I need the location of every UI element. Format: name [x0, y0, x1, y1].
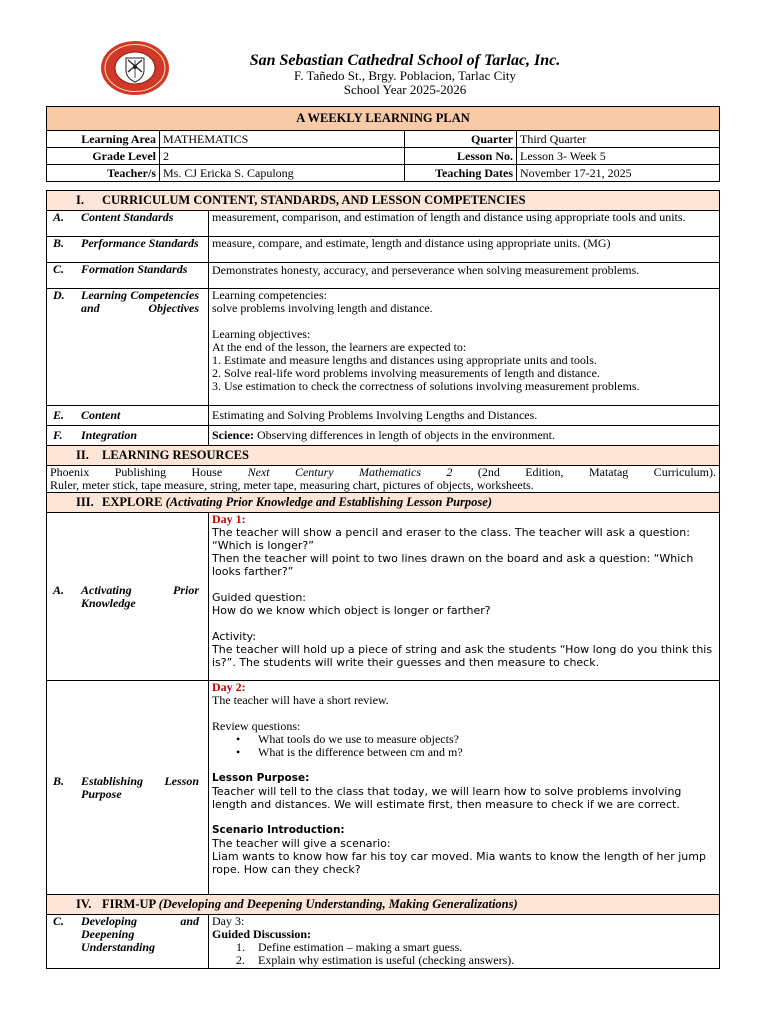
objectives-heading: Learning objectives: [212, 327, 311, 341]
review-questions-heading: Review questions: [212, 719, 301, 733]
row-label-text: Activating Prior Knowledge [81, 582, 199, 610]
content-standards-text: measurement, comparison, and estimation of length and distance using appropriate tools and units. [209, 211, 720, 237]
grade-level-label: Grade Level [47, 148, 160, 165]
row-letter: E. [53, 408, 65, 422]
scenario-heading: Scenario Introduction: [212, 824, 345, 836]
formation-standards-text: Demonstrates honesty, accuracy, and perseverance when solving measurement problems. [209, 263, 720, 289]
quarter-label: Quarter [405, 131, 517, 148]
row-letter: D. [53, 288, 65, 302]
activating-prior-knowledge-label [47, 513, 209, 681]
lesson-purpose-heading: Lesson Purpose: [212, 772, 310, 784]
activating-prior-knowledge-cell [209, 513, 720, 681]
row-letter: F. [53, 428, 63, 442]
establishing-lesson-purpose-label [47, 681, 209, 895]
section-3-number: III. [76, 495, 94, 509]
section-3-heading [47, 493, 720, 513]
row-label-text: Establishing Lesson Purpose [81, 773, 199, 801]
row-letter: C. [53, 914, 65, 928]
row-letter: A. [53, 210, 65, 224]
guided-discussion-list [212, 941, 716, 967]
review-intro: The teacher will have a short review. [212, 693, 389, 707]
section-1-title: CURRICULUM CONTENT, STANDARDS, AND LESSON COMPETENCIES [102, 193, 526, 207]
competencies-heading: Learning competencies: [212, 288, 327, 302]
teacher-value: Ms. CJ Ericka S. Capulong [160, 165, 405, 182]
quarter-value: Third Quarter [517, 131, 720, 148]
row-letter: B. [53, 773, 65, 788]
learning-resources-cell [47, 466, 720, 493]
guided-discussion-heading: Guided Discussion: [212, 927, 312, 941]
integration-text [209, 426, 720, 446]
row-label-text: Content [81, 408, 121, 422]
list-text: Explain why estimation is useful (checking answers). [258, 953, 515, 967]
guided-question-heading: Guided question: [212, 591, 307, 604]
performance-standards-text: measure, compare, and estimate, length and distance using appropriate units. (MG) [209, 237, 720, 263]
section-1-heading [47, 191, 720, 211]
learning-area-value: MATHEMATICS [160, 131, 405, 148]
row-label-text: Formation Standards [81, 262, 188, 276]
school-name: San Sebastian Cathedral School of Tarlac, Inc. [249, 52, 561, 69]
activity-text: The teacher will hold up a piece of string and ask the students “How long do you think this is?”. The students will write their guesses and then measure to check. [212, 643, 713, 669]
guided-question-text: How do we know which object is longer or farther? [212, 604, 491, 617]
objective-1: 1. Estimate and measure lengths and distances using appropriate units and tools. [212, 353, 597, 367]
learning-area-label: Learning Area [47, 131, 160, 148]
section-4-subtitle: (Developing and Deepening Understanding, Making Generalizations) [158, 897, 518, 911]
row-letter: A. [53, 582, 65, 597]
section-2-number: II. [76, 448, 89, 462]
objectives-intro: At the end of the lesson, the learners are expected to: [212, 340, 467, 354]
row-letter: C. [53, 262, 65, 276]
apk-paragraph-1: The teacher will show a pencil and eraser to the class. The teacher will ask a question: “Which is longer?” [212, 526, 690, 552]
formation-standards-label [47, 263, 209, 289]
integration-detail: Observing differences in length of objects in the environment. [253, 428, 556, 442]
activity-heading: Activity: [212, 630, 257, 643]
list-item: • What tools do we use to measure objects? [236, 733, 716, 746]
school-year: School Year 2025-2026 [343, 82, 467, 97]
competencies-objectives-cell [209, 289, 720, 406]
main-plan-table [46, 190, 720, 969]
section-3-subtitle: (Activating Prior Knowledge and Establishing Lesson Purpose) [165, 495, 492, 509]
info-table [46, 106, 720, 182]
teaching-dates-label: Teaching Dates [405, 165, 517, 182]
review-questions-list [212, 733, 716, 759]
list-number: 1. [236, 940, 245, 954]
teacher-label: Teacher/s [47, 165, 160, 182]
list-item: • What is the difference between cm and m? [236, 746, 716, 759]
content-text: Estimating and Solving Problems Involving Lengths and Distances. [209, 406, 720, 426]
row-label-text: Performance Standards [81, 236, 199, 250]
objective-2: 2. Solve real-life word problems involving measurements of length and distance. [212, 366, 600, 380]
resources-publisher: Phoenix Publishing House [50, 465, 248, 479]
lesson-no-label: Lesson No. [405, 148, 517, 165]
performance-standards-label [47, 237, 209, 263]
day-2-label: Day 2: [212, 680, 246, 694]
section-2-heading [47, 446, 720, 466]
objective-3: 3. Use estimation to check the correctness of solutions involving measurement problems. [212, 379, 640, 393]
section-4-heading [47, 895, 720, 915]
scenario-intro: The teacher will give a scenario: [212, 837, 391, 850]
section-4-title: FIRM-UP [102, 897, 159, 911]
integration-subject: Science: [212, 428, 254, 442]
section-1-number: I. [76, 193, 84, 207]
list-item [236, 954, 716, 967]
developing-understanding-cell [209, 915, 720, 969]
school-address: F. Tañedo St., Brgy. Poblacion, Tarlac City [294, 68, 516, 83]
row-label-text: Integration [81, 428, 138, 442]
day-3-label: Day 3: [212, 914, 245, 928]
establishing-lesson-purpose-cell [209, 681, 720, 895]
teaching-dates-value: November 17-21, 2025 [517, 165, 720, 182]
section-4-number: IV. [76, 897, 92, 911]
resources-edition: (2nd Edition, Matatag Curriculum). [452, 465, 717, 479]
day-1-label: Day 1: [212, 512, 246, 526]
resources-line-2: Ruler, meter stick, tape measure, string, meter tape, measuring chart, pictures of objects, worksheets. [50, 478, 534, 492]
apk-paragraph-2: Then the teacher will point to two lines drawn on the board and ask a question: “Which looks farther?” [212, 552, 694, 578]
content-label [47, 406, 209, 426]
list-number: 2. [236, 953, 245, 967]
row-letter: B. [53, 236, 65, 250]
competency-text: solve problems involving length and distance. [212, 301, 433, 315]
integration-label [47, 426, 209, 446]
section-3-title: EXPLORE [102, 495, 166, 509]
list-text: Define estimation – making a smart guess. [258, 940, 463, 954]
competencies-label [47, 289, 209, 406]
scenario-text: Liam wants to know how far his toy car moved. Mia wants to know the length of her jump rope. How can they check? [212, 850, 706, 876]
row-label-text: Developing and Deepening Understanding [81, 914, 199, 954]
plan-title: A WEEKLY LEARNING PLAN [47, 107, 720, 131]
content-standards-label [47, 211, 209, 237]
resources-book-title: Next Century Mathematics 2 [247, 465, 453, 479]
developing-understanding-label [47, 915, 209, 969]
row-label-text: Content Standards [81, 210, 174, 224]
section-2-title: LEARNING RESOURCES [102, 448, 249, 462]
row-label-text: Learning Competencies and Objectives [81, 288, 199, 315]
lesson-no-value: Lesson 3- Week 5 [517, 148, 720, 165]
lesson-purpose-text: Teacher will tell to the class that today, we will learn how to solve problems involving length and distances. We will estimate first, then measure to check if we are correct. [212, 785, 682, 811]
grade-level-value: 2 [160, 148, 405, 165]
